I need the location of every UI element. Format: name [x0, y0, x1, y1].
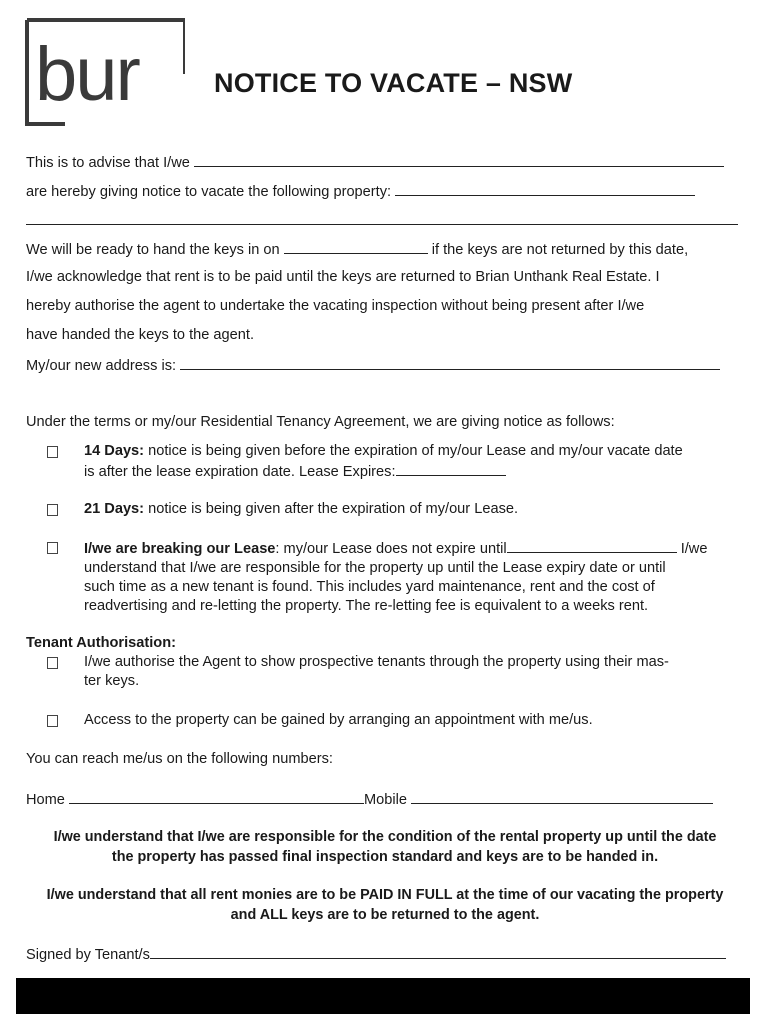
keys-text-4: have handed the keys to the agent. [26, 327, 254, 343]
option-14-days [84, 442, 746, 482]
authorise-master-keys [84, 653, 746, 691]
lease-end-date-field[interactable] [507, 538, 677, 553]
authorise-master-keys-checkbox[interactable] [47, 657, 58, 669]
property-line-2 [26, 210, 738, 230]
break-lease-label: I/we are breaking our Lease [84, 541, 276, 557]
statement-rent-line2: and ALL keys are to be returned to the agent. [230, 907, 540, 923]
keys-text-3: hereby authorise the agent to undertake the vacating inspection without being present after I/we [26, 298, 645, 314]
option-21-days [84, 500, 746, 519]
statement-condition-line2: the property has passed final inspection standard and keys are to be handed in. [111, 849, 659, 865]
access-appointment: Access to the property can be gained by arranging an appointment with me/us. [84, 712, 593, 728]
access-appointment-checkbox[interactable] [47, 715, 58, 727]
mobile-phone-field[interactable] [411, 789, 713, 804]
option-14-days-line2: is after the lease expiration date. Lease Expires: [84, 464, 396, 480]
property-label: are hereby giving notice to vacate the following property: [26, 184, 392, 200]
lease-expires-field[interactable] [396, 461, 506, 476]
bur-logo [25, 18, 185, 126]
contact-intro: You can reach me/us on the following numbers: [26, 751, 333, 767]
home-label: Home [26, 792, 65, 808]
option-14-days-checkbox[interactable] [47, 446, 58, 458]
new-address-field[interactable] [180, 355, 720, 370]
advise-line [26, 152, 724, 172]
authorise-line2: ter keys. [84, 673, 140, 689]
home-phone-field[interactable] [69, 789, 364, 804]
mobile-label: Mobile [364, 792, 407, 808]
signed-label: Signed by Tenant/s [26, 947, 150, 963]
break-lease-text-end: I/we [680, 541, 708, 557]
option-14-days-label: 14 Days: [84, 443, 145, 459]
signature-line [26, 944, 726, 964]
keys-prefix: We will be ready to hand the keys in on [26, 242, 280, 258]
keys-line [26, 239, 688, 259]
option-21-days-label: 21 Days: [84, 501, 145, 517]
advise-label: This is to advise that I/we [26, 155, 190, 171]
property-field[interactable] [395, 181, 695, 196]
tenant-authorisation-heading: Tenant Authorisation: [26, 635, 176, 651]
option-21-days-text: notice is being given after the expiration of my/our Lease. [148, 501, 519, 517]
property-line [26, 181, 695, 201]
phone-line [26, 789, 713, 809]
option-break-lease-checkbox[interactable] [47, 542, 58, 554]
keys-date-field[interactable] [284, 239, 428, 254]
break-lease-line3: such time as a new tenant is found. This includes yard maintenance, rent and the cost of [84, 579, 655, 595]
tenant-names-field[interactable] [194, 152, 724, 167]
footer-bar [16, 978, 750, 1014]
option-14-days-text: notice is being given before the expiration of my/our Lease and my/our vacate date [148, 443, 683, 459]
statement-condition [20, 827, 750, 867]
signature-field[interactable] [150, 944, 726, 959]
new-address-label: My/our new address is: [26, 358, 177, 374]
terms-intro: Under the terms or my/our Residential Tenancy Agreement, we are giving notice as follows: [26, 414, 615, 430]
break-lease-line2: understand that I/we are responsible for the property up until the Lease expiry date or until [84, 560, 666, 576]
statement-rent [20, 885, 750, 925]
authorise-line1: I/we authorise the Agent to show prospective tenants through the property using their mas- [84, 654, 669, 670]
keys-text-2: I/we acknowledge that rent is to be paid until the keys are returned to Brian Unthank Real Estate. I [26, 269, 660, 285]
keys-suffix: if the keys are not returned by this date, [431, 242, 689, 258]
break-lease-line4: readvertising and re-letting the property. The re-letting fee is equivalent to a weeks rent. [84, 598, 649, 614]
statement-rent-line1: I/we understand that all rent monies are to be PAID IN FULL at the time of our vacating the property [46, 887, 724, 903]
option-break-lease [84, 538, 746, 616]
logo-text: bur [35, 32, 139, 117]
option-21-days-checkbox[interactable] [47, 504, 58, 516]
break-lease-text: : my/our Lease does not expire until [275, 541, 507, 557]
property-field-2[interactable] [26, 210, 738, 225]
new-address-line [26, 355, 720, 375]
page-title: NOTICE TO VACATE – NSW [214, 68, 573, 98]
statement-condition-line1: I/we understand that I/we are responsible for the condition of the rental property up until the date [53, 829, 717, 845]
